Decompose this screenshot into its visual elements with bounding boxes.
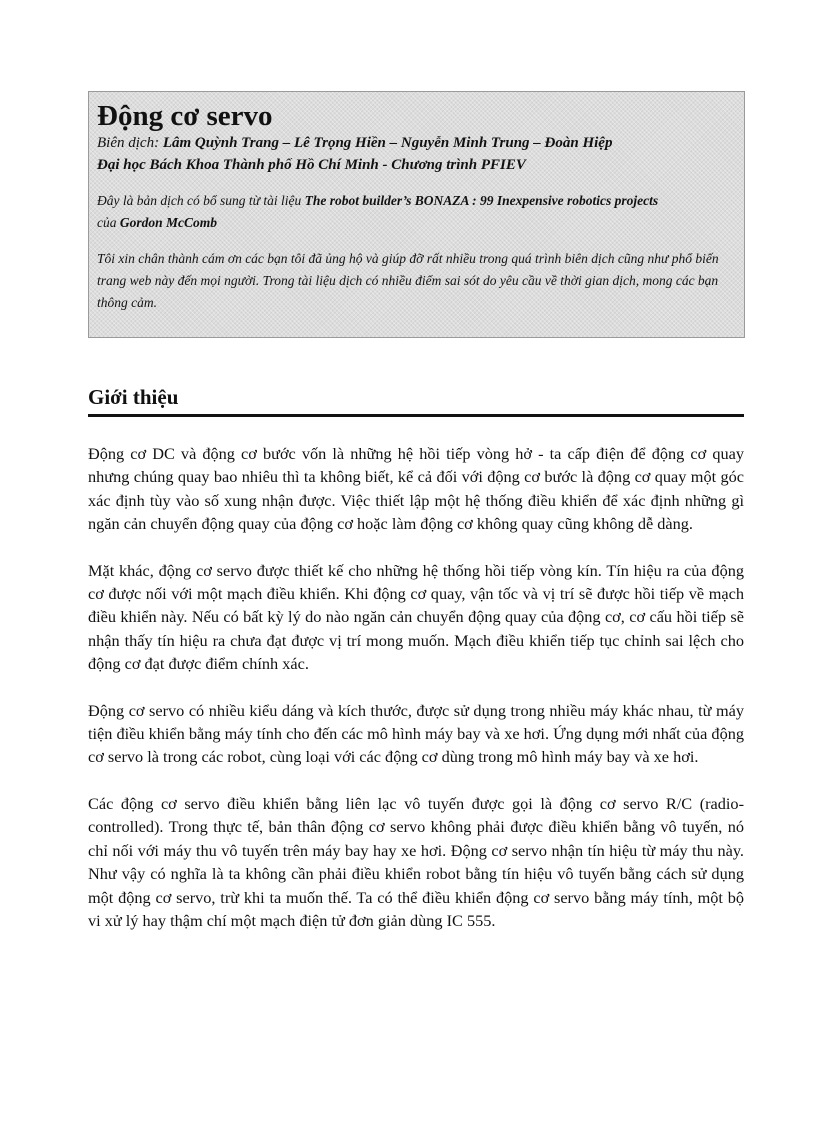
translators-label: Biên dịch: <box>97 135 160 151</box>
paragraph: Động cơ DC và động cơ bước vốn là những hệ hồi tiếp vòng hở - ta cấp điện để động cơ quay nhưng chúng quay bao nhiêu thì ta không biết, kể cả đối với động cơ bước là động cơ quay một góc xác định tùy vào số xung nhận được. Việc thiết lập một hệ thống điều khiển để xác định những gì ngăn cản chuyển động quay của động cơ hoặc làm động cơ không quay cũng không dễ dàng. <box>88 444 744 534</box>
translators-line <box>97 132 734 154</box>
paragraph: Động cơ servo có nhiều kiểu dáng và kích thước, được sử dụng trong nhiều máy khác nhau, từ máy tiện điều khiển bằng máy tính cho đến các mô hình máy bay và xe hơi. Ứng dụng mới nhất của động cơ servo là trong các robot, cùng loại với các động cơ dùng trong mô hình máy bay và xe hơi. <box>88 700 744 767</box>
source-note <box>97 190 734 234</box>
translators-names: Lâm Quỳnh Trang – Lê Trọng Hiền – Nguyễn Minh Trung – Đoàn Hiệp <box>162 135 613 151</box>
paragraph: Mặt khác, động cơ servo được thiết kế cho những hệ thống hồi tiếp vòng kín. Tín hiệu ra của động cơ được nối với một mạch điều khiển. Khi động cơ quay, vận tốc và vị trí sẽ được hồi tiếp về mạch điều khiển này. Nếu có bất kỳ lý do nào ngăn cản chuyển động quay của động cơ, cơ cấu hồi tiếp sẽ nhận thấy tín hiệu ra chưa đạt được vị trí mong muốn. Mạch điều khiển tiếp tục chỉnh sai lệch cho động cơ đạt được điểm chính xác. <box>88 560 744 674</box>
paragraph: Các động cơ servo điều khiển bằng liên lạc vô tuyến được gọi là động cơ servo R/C (radio-controlled). Trong thực tế, bản thân động cơ servo không phải được điều khiển bằng vô tuyến, nó chỉ nối với máy thu vô tuyến trên máy bay hay xe hơi. Động cơ servo nhận tín hiệu từ máy thu này. Như vậy có nghĩa là ta không cần phải điều khiển robot bằng tín hiệu vô tuyến bằng cách sử dụng một động cơ servo, trừ khi ta muốn thế. Ta có thể điều khiển động cơ servo bằng máy tính, một bộ vi xử lý hay thậm chí một mạch điện tử đơn giản dùng IC 555. <box>88 793 744 930</box>
institution-line <box>97 154 734 176</box>
author-prefix: của <box>97 215 117 230</box>
document-title: Động cơ servo <box>97 100 273 132</box>
thanks-note: Tôi xin chân thành cám ơn các bạn tôi đã ủng hộ và giúp đỡ rất nhiều trong quá trình biên dịch cũng như phổ biến trang web này đến mọi người. Trong tài liệu dịch có nhiều điểm sai sót do yêu cầu về thời gian dịch, mong các bạn thông cảm. <box>97 251 719 310</box>
title-box <box>88 91 745 338</box>
institution-name: Đại học Bách Khoa Thành phố Hồ Chí Minh - Chương trình PFIEV <box>97 157 526 173</box>
source-book-title: The robot builder’s BONAZA : 99 Inexpensive robotics projects <box>304 193 659 208</box>
author-name: Gordon McComb <box>119 215 218 230</box>
body-text <box>88 442 744 955</box>
source-prefix: Đây là bản dịch có bổ sung từ tài liệu <box>97 193 302 208</box>
section-heading: Giới thiệu <box>88 383 744 417</box>
